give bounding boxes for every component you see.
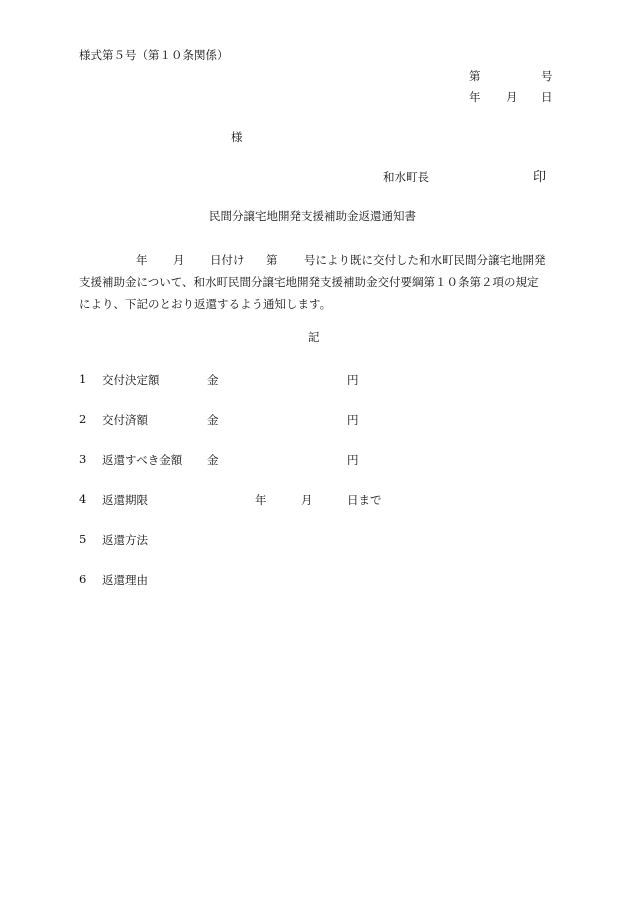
list-item-refund-deadline xyxy=(79,492,559,506)
body-line-3: により、下記のとおり返還するよう通知します。 xyxy=(79,297,332,311)
item-kin-label: 金 xyxy=(207,453,219,467)
ki-heading: 記 xyxy=(308,330,320,344)
item-yen-label: 円 xyxy=(347,413,359,427)
item-number: 4 xyxy=(79,492,87,506)
list-item-refund-amount xyxy=(79,452,559,466)
item-yen-label: 円 xyxy=(347,453,359,467)
item-label: 交付済額 xyxy=(102,413,148,427)
item-number: 5 xyxy=(79,532,87,546)
item-kin-label: 金 xyxy=(207,413,219,427)
item-label: 返還理由 xyxy=(102,573,148,587)
date-month-label: 月 xyxy=(506,90,518,104)
body-line-1-text: 号により既に交付した和水町民間分譲宅地開発 xyxy=(304,253,546,267)
item-number: 3 xyxy=(79,452,87,466)
body-month-label: 月 xyxy=(173,253,185,267)
date-day-label: 日 xyxy=(541,90,553,104)
item-kin-label: 金 xyxy=(207,373,219,387)
recipient-honorific: 様 xyxy=(231,130,243,144)
item-number: 6 xyxy=(79,572,87,586)
item-label: 返還すべき金額 xyxy=(102,453,183,467)
deadline-day-label: 日まで xyxy=(347,493,382,507)
form-number: 様式第５号（第１０条関係） xyxy=(79,48,229,62)
doc-number-prefix: 第 xyxy=(469,69,481,83)
item-yen-label: 円 xyxy=(347,373,359,387)
issuer-seal: 印 xyxy=(533,170,547,185)
deadline-month-label: 月 xyxy=(301,493,313,507)
item-label: 返還方法 xyxy=(102,533,148,547)
deadline-year-label: 年 xyxy=(255,493,267,507)
list-item-decided-amount xyxy=(79,372,559,386)
item-number: 1 xyxy=(79,372,87,386)
item-number: 2 xyxy=(79,412,87,426)
item-label: 交付決定額 xyxy=(102,373,160,387)
body-day-label: 日付け xyxy=(210,253,245,267)
body-year-label: 年 xyxy=(136,253,148,267)
doc-number-suffix: 号 xyxy=(541,69,553,83)
issuer-name: 和水町長 xyxy=(383,170,429,184)
list-item-refund-method xyxy=(79,532,559,546)
body-line-2: 支援補助金について、和水町民間分譲宅地開発支援補助金交付要綱第１０条第２項の規定 xyxy=(79,275,539,289)
list-item-paid-amount xyxy=(79,412,559,426)
body-line-1 xyxy=(79,249,554,271)
list-item-refund-reason xyxy=(79,572,559,586)
item-label: 返還期限 xyxy=(102,493,148,507)
body-paragraph xyxy=(79,249,554,315)
date-year-label: 年 xyxy=(469,90,481,104)
body-number-prefix: 第 xyxy=(266,253,278,267)
document-title: 民間分譲宅地開発支援補助金返還通知書 xyxy=(209,209,416,223)
